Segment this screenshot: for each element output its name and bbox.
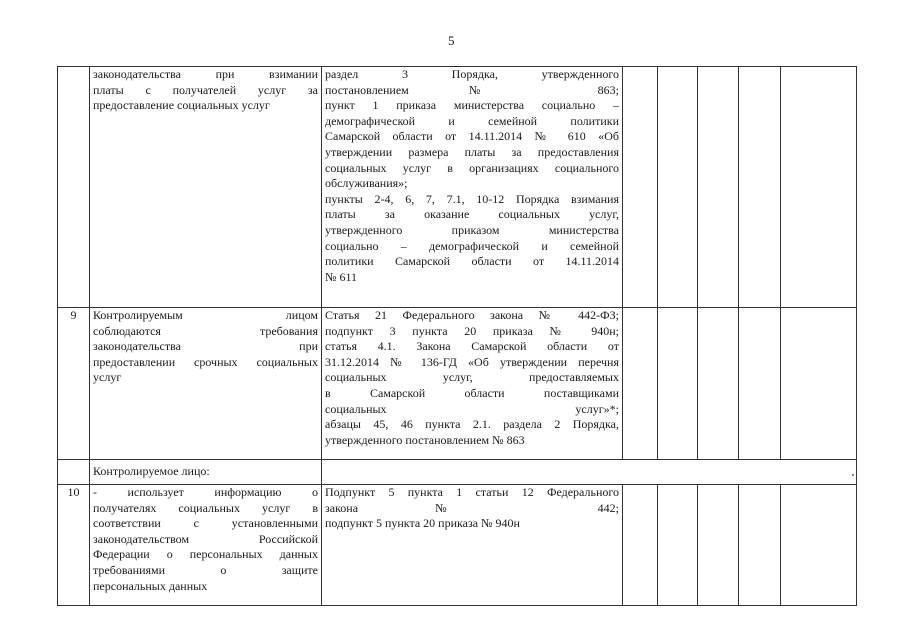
- legal-act-line: утвержденного постановлением № 863: [325, 432, 525, 447]
- legal-act-line: раздел 3 Порядка, утвержденного: [325, 67, 619, 81]
- requirement-line: предоставлении срочных социальных: [93, 354, 318, 369]
- legal-act-line: закона № 442;: [325, 500, 619, 515]
- requirement-cell: [90, 67, 322, 308]
- answer-no-cell: [658, 485, 698, 606]
- answer-na-cell: [698, 67, 739, 308]
- legal-act-line: демографической и семейной политики: [325, 113, 619, 128]
- checklist-table: [57, 66, 857, 606]
- legal-act-line: утверждении размера платы за предоставления: [325, 144, 619, 159]
- answer-na-cell: [698, 308, 739, 460]
- scan-speck: [852, 474, 854, 476]
- legal-act-line: социальных услуг, предоставляемых: [325, 370, 619, 385]
- requirement-line: законодательством Российской: [93, 531, 318, 546]
- answer-yes-cell: [623, 485, 658, 606]
- answer-na-cell: [698, 485, 739, 606]
- requirement-line: - использует информацию о: [93, 485, 318, 499]
- requirement-line: персональных данных: [93, 578, 208, 593]
- legal-act-line: пункт 1 приказа министерства социально –: [325, 98, 619, 113]
- requirement-line: соответствии с установленными: [93, 516, 318, 531]
- legal-act-line: подпункт 5 пункта 20 приказа № 940н: [325, 516, 520, 531]
- row-number: [58, 67, 90, 308]
- legal-act-line: платы за оказание социальных услуг,: [325, 207, 619, 222]
- legal-act-line: № 611: [325, 269, 358, 284]
- requirement-line: Контролируемым лицом: [93, 308, 318, 322]
- legal-act-line: Самарской области от 14.11.2014 № 610 «Об: [325, 129, 619, 144]
- legal-acts-cell: [322, 308, 623, 460]
- answer-extra-cell: [739, 308, 781, 460]
- legal-act-line: утвержденного приказом министерства: [325, 222, 619, 237]
- row-number: 10: [58, 485, 90, 606]
- requirement-line: соблюдаются требования: [93, 323, 318, 338]
- legal-act-line: обслуживания»;: [325, 176, 408, 191]
- legal-act-line: подпункт 3 пункта 20 приказа № 940н;: [325, 323, 619, 338]
- table-row: [58, 485, 857, 606]
- answer-extra-cell: [739, 485, 781, 606]
- legal-act-line: 31.12.2014 № 136-ГД «Об утверждении перечня: [325, 354, 619, 369]
- requirement-line: платы с получателей услуг за: [93, 82, 318, 97]
- requirement-line: Федерации о персональных данных: [93, 547, 318, 562]
- legal-act-line: социальных услуг в организациях социального: [325, 160, 619, 175]
- legal-act-line: социально – демографической и семейной: [325, 238, 619, 253]
- table-row: [58, 67, 857, 308]
- answer-yes-cell: [623, 67, 658, 308]
- requirement-line: законодательства при взимании: [93, 67, 318, 81]
- legal-act-line: Подпункт 5 пункта 1 статьи 12 Федерального: [325, 485, 619, 499]
- legal-acts-cell: [322, 485, 623, 606]
- legal-act-line: политики Самарской области от 14.11.2014: [325, 254, 619, 269]
- legal-act-line: Статья 21 Федерального закона № 442-ФЗ;: [325, 308, 619, 322]
- section-filler: [322, 460, 857, 485]
- answer-no-cell: [658, 67, 698, 308]
- requirement-line: законодательства при: [93, 339, 318, 354]
- legal-act-line: пункты 2-4, 6, 7, 7.1, 10-12 Порядка взимания: [325, 191, 619, 206]
- row-number: [58, 460, 90, 485]
- table-row: [58, 308, 857, 460]
- requirement-line: требованиями о защите: [93, 562, 318, 577]
- row-number: 9: [58, 308, 90, 460]
- notes-cell: [781, 67, 857, 308]
- legal-act-line: в Самарской области поставщиками: [325, 385, 619, 400]
- requirement-line: услуг: [93, 370, 122, 385]
- section-label: Контролируемое лицо:: [90, 460, 322, 485]
- legal-act-line: статья 4.1. Закона Самарской области от: [325, 339, 619, 354]
- requirement-cell: [90, 485, 322, 606]
- requirement-line: предоставление социальных услуг: [93, 98, 270, 113]
- legal-acts-cell: [322, 67, 623, 308]
- requirement-line: получателях социальных услуг в: [93, 500, 318, 515]
- legal-act-line: абзацы 45, 46 пункта 2.1. раздела 2 Порядка,: [325, 417, 619, 432]
- notes-cell: [781, 485, 857, 606]
- notes-cell: [781, 308, 857, 460]
- page-number: 5: [448, 33, 455, 48]
- legal-act-line: социальных услуг»*;: [325, 401, 619, 416]
- answer-yes-cell: [623, 308, 658, 460]
- requirement-cell: [90, 308, 322, 460]
- answer-no-cell: [658, 308, 698, 460]
- answer-extra-cell: [739, 67, 781, 308]
- legal-act-line: постановлением № 863;: [325, 82, 619, 97]
- section-header-row: [58, 460, 857, 485]
